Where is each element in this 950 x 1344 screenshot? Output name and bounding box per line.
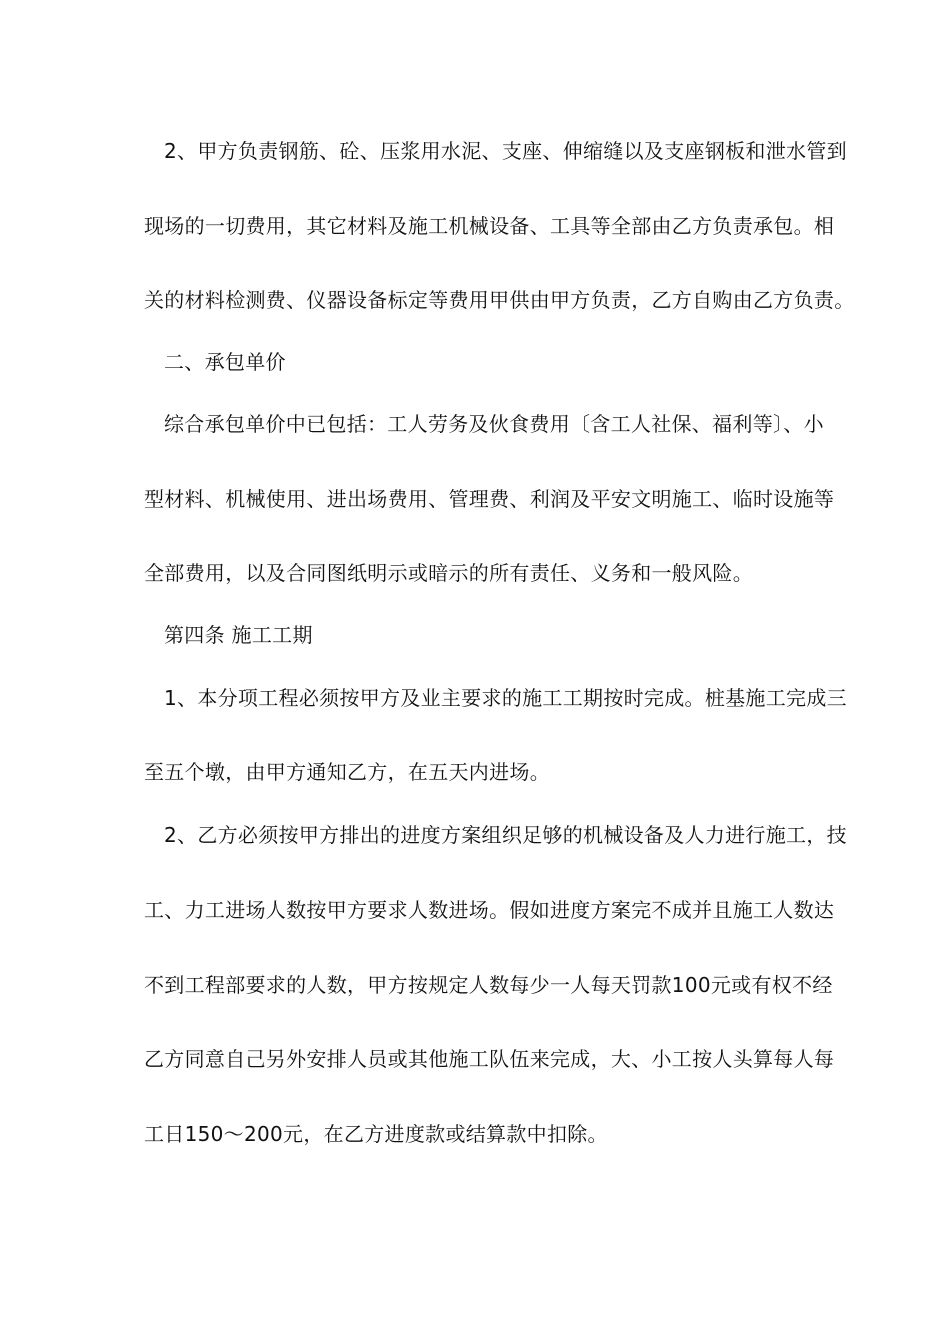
paragraph-line: 工日150～200元，在乙方进度款或结算款中扣除。 (144, 1122, 608, 1146)
paragraph-line: 2、甲方负责钢筋、砼、压浆用水泥、支座、伸缩缝以及支座钢板和泄水管到 (164, 139, 847, 163)
paragraph-line: 2、乙方必须按甲方排出的进度方案组织足够的机械设备及人力进行施工，技 (164, 823, 847, 847)
paragraph-line: 至五个墩，由甲方通知乙方，在五天内进场。 (144, 760, 550, 784)
paragraph-line: 全部费用，以及合同图纸明示或暗示的所有责任、义务和一般风险。 (144, 561, 753, 585)
paragraph-line: 工、力工进场人数按甲方要求人数进场。假如进度方案完不成并且施工人数达 (144, 898, 835, 922)
paragraph-line: 乙方同意自己另外安排人员或其他施工队伍来完成，大、小工按人头算每人每 (144, 1047, 835, 1071)
paragraph-line: 关的材料检测费、仪器设备标定等费用甲供由甲方负责，乙方自购由乙方负责。 (144, 288, 855, 312)
paragraph-line: 现场的一切费用，其它材料及施工机械设备、工具等全部由乙方负责承包。相 (144, 214, 835, 238)
article-heading: 第四条 施工工期 (164, 623, 313, 647)
paragraph-line: 综合承包单价中已包括：工人劳务及伙食费用〔含工人社保、福利等〕、小 (164, 412, 824, 436)
paragraph-line: 不到工程部要求的人数，甲方按规定人数每少一人每天罚款100元或有权不经 (144, 973, 833, 997)
section-heading: 二、承包单价 (164, 350, 286, 374)
paragraph-line: 1、本分项工程必须按甲方及业主要求的施工工期按时完成。桩基施工完成三 (164, 686, 847, 710)
paragraph-line: 型材料、机械使用、进出场费用、管理费、利润及平安文明施工、临时设施等 (144, 487, 835, 511)
